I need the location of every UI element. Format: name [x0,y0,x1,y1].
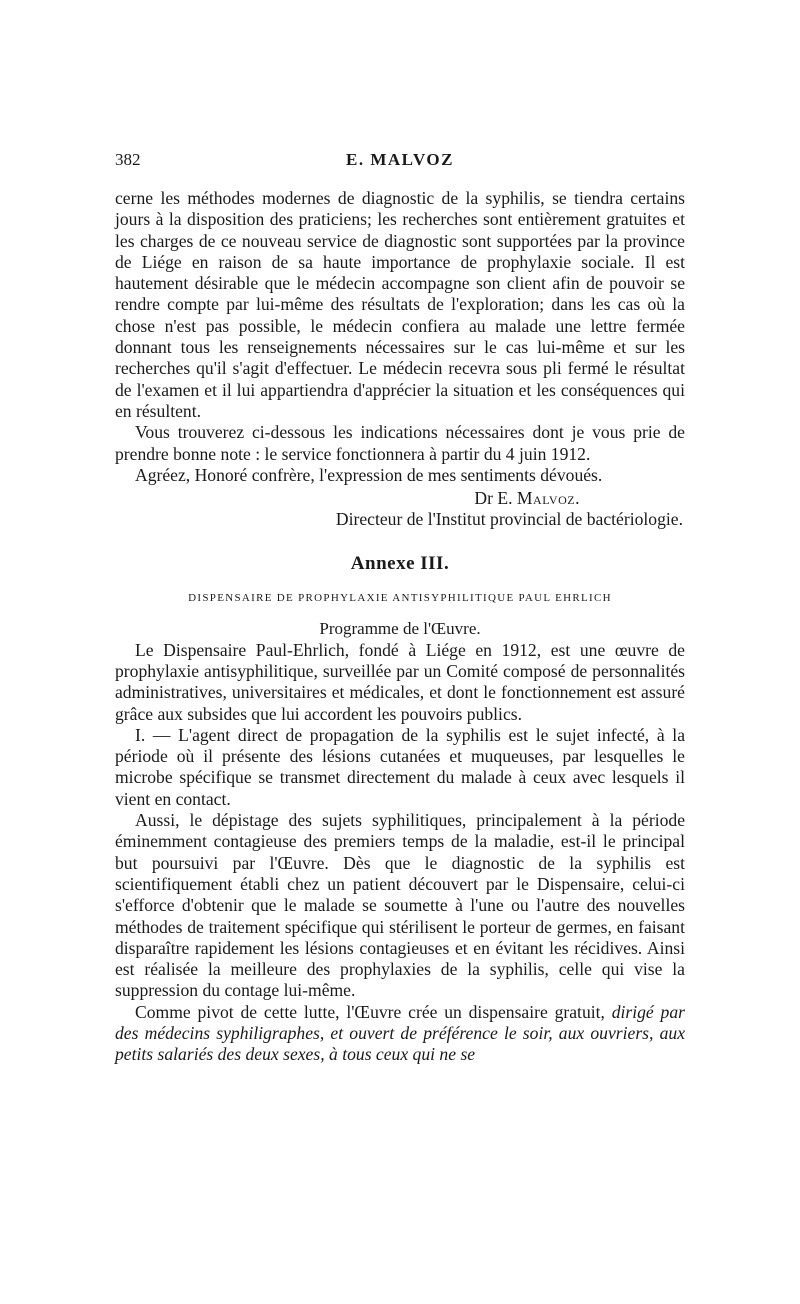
signature-title: Directeur de l'Institut provincial de bactériologie. [335,509,683,530]
annex-paragraph-4 [115,1002,685,1066]
signature-name [115,488,685,509]
annex-paragraph-1: Le Dispensaire Paul-Ehrlich, fondé à Liége en 1912, est une œuvre de prophylaxie antisyphilitique, surveillée par un Comité composé de personnalités administratives, universitaires et médicales, et dont le fonctionnement est assuré grâce aux subsides que lui accordent les pouvoirs publics. [115,639,685,724]
page-number: 382 [115,150,141,169]
annex-title: Annexe III. [350,552,450,574]
letter-paragraph-2: Vous trouverez ci-dessous les indications nécessaires dont je vous prie de prendre bonne note : le service fonctionnera à partir du 4 juin 1912. [115,422,685,464]
signature-prefix: Dr E. [474,488,517,509]
letter-paragraph-1: cerne les méthodes modernes de diagnostic de la syphilis, se tiendra certains jours à la disposition des praticiens; les recherches sont entièrement gratuites et les charges de ce nouveau service de diagnostic sont supportées par la province de Liége en raison de sa haute importance de prophylaxie sociale. Il est hautement désirable que le médecin accompagne son client afin de pouvoir se rendre compte par lui-même des résultats de l'exploration; dans les cas où la chose n'est pas possible, le médecin confiera au malade une lettre fermée donnant tous les renseignements nécessaires sur le cas lui-même et sur les recherches qu'il s'agit d'effectuer. Le médecin recevra sous pli fermé le résultat de l'examen et il lui appartiendra d'apprécier la situation et les conséquences qui en résultent. [115,188,685,421]
body-text [115,188,685,1066]
annex-paragraph-2: I. — L'agent direct de propagation de la syphilis est le sujet infecté, à la période où il présente des lésions cutanées et muqueuses, par lesquelles le microbe spécifique se transmet directement du malade à ceux avec lesquels il vient en contact. [115,724,685,809]
signature-surname: Malvoz. [516,488,580,509]
signature-block [115,488,685,531]
programme-heading: Programme de l'Œuvre. [319,619,481,639]
annex-paragraph-3: Aussi, le dépistage des sujets syphilitiques, principalement à la période éminemment contagieuse des premiers temps de la maladie, est-il le principal but poursuivi par l'Œuvre. Dès que le diagnostic de la syphilis est scientifiquement établi chez un patient découvert par le Dispensaire, celui-ci s'efforce d'obtenir que le malade se soumette à l'une ou l'autre des nouvelles méthodes de traitement spécifique qui stérilisent le porteur de germes, en faisant disparaître rapidement les lésions contagieuses et en évitant les récidives. Ainsi est réalisée la meilleure des prophylaxies de la syphilis, celle qui vise la suppression du contage lui-même. [115,810,685,1001]
annex-subtitle: DISPENSAIRE DE PROPHYLAXIE ANTISYPHILITIQUE PAUL EHRLICH [188,592,612,605]
annex-paragraph-4-italic: dirigé par des médecins syphiligraphes, et ouvert de préférence le soir, aux ouvriers, aux petits salariés des deux sexes, à tous ceux qui ne se [115,1001,685,1065]
letter-paragraph-3: Agréez, Honoré confrère, l'expression de mes sentiments dévoués. [135,464,603,485]
running-head [115,150,685,172]
annex-paragraph-4-start: Comme pivot de cette lutte, l'Œuvre crée un dispensaire gratuit, [135,1001,612,1022]
running-head-author: E. MALVOZ [346,150,454,169]
